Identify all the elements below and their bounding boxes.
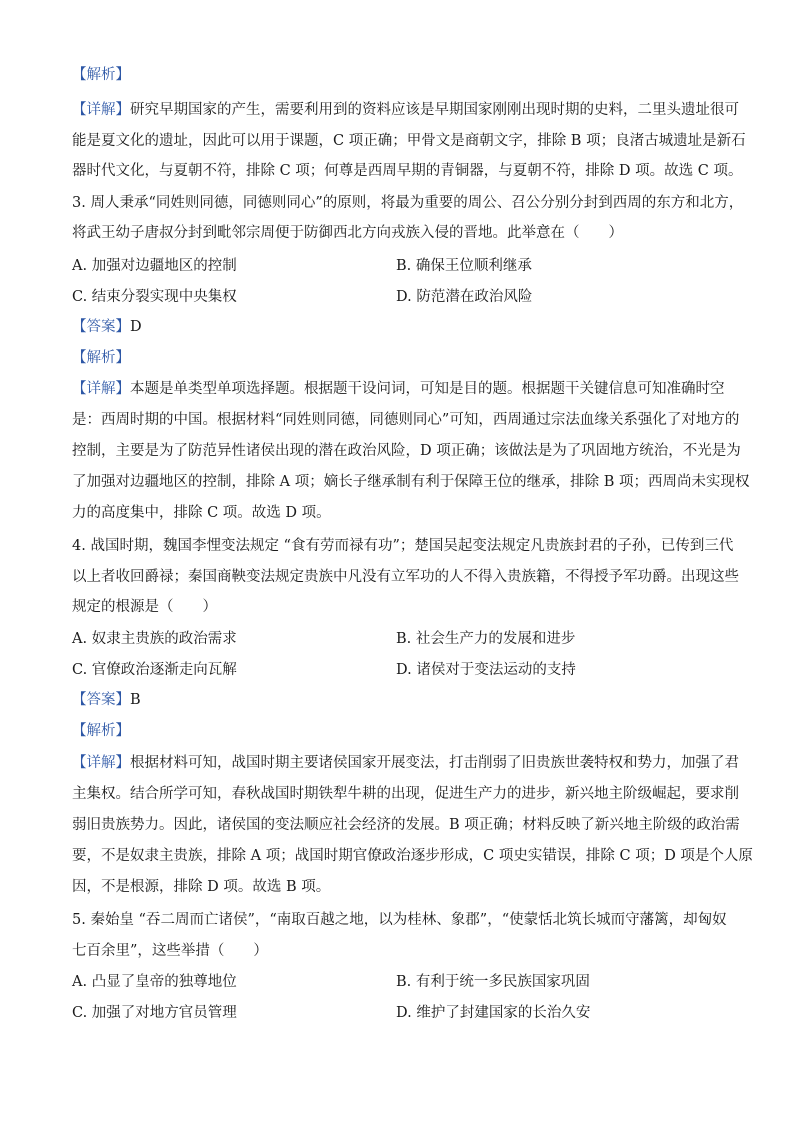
analysis-heading: 【解析】 [72,723,130,739]
option-c: C. 官僚政治逐渐走向瓦解 [72,662,237,678]
detail-line: 能是夏文化的遗址，因此可以用于课题，C 项正确；甲骨文是商朝文字，排除 B 项；良渚古城遗址是新石 [72,133,746,149]
option-a: A. 奴隶主贵族的政治需求 [72,631,237,647]
question-4-stem: 以上者收回爵禄；秦国商鞅变法规定贵族中凡没有立军功的人不得入贵族籍，不得授予军功爵。出现这些 [72,569,739,585]
option-c: C. 加强了对地方官员管理 [72,1005,237,1021]
detail-label: 【详解】 [72,381,130,397]
answer-label: 【答案】 [72,692,130,708]
detail-line: 要，不是奴隶主贵族，排除 A 项；战国时期官僚政治逐步形成，C 项史实错误，排除 C 项；D 项是个人原 [72,848,753,864]
question-4-stem: 规定的根源是（ ） [72,599,217,615]
analysis-heading: 【解析】 [72,350,130,366]
option-d: D. 诸侯对于变法运动的支持 [396,662,576,678]
detail-line: 控制，主要是为了防范异性诸侯出现的潜在政治风险，D 项正确；该做法是为了巩固地方统治，不光是为 [72,443,741,459]
analysis-heading: 【解析】 [72,67,130,83]
detail-line: 主集权。结合所学可知，春秋战国时期铁犁牛耕的出现，促进生产力的进步，新兴地主阶级崛起，要求削 [72,786,739,802]
question-4-stem: 4. 战国时期，魏国李悝变法规定 “食有劳而禄有功”；楚国吴起变法规定凡贵族封君的子孙，已传到三代 [72,538,734,554]
detail-line: 【详解】本题是单类型单项选择题。根据题干设问词，可知是目的题。根据题干关键信息可知准确时空 [72,381,725,397]
option-d: D. 防范潜在政治风险 [396,289,533,305]
option-b: B. 社会生产力的发展和进步 [396,631,576,647]
detail-line: 了加强对边疆地区的控制，排除 A 项；嫡长子继承制有利于保障王位的继承，排除 B 项；西周尚未实现权 [72,474,750,490]
detail-line: 【详解】研究早期国家的产生，需要利用到的资料应该是早期国家刚刚出现时期的史料，二里头遗址很可 [72,102,739,118]
answer-value: B [130,692,141,708]
detail-line: 器时代文化，与夏朝不符，排除 C 项；何尊是西周早期的青铜器，与夏朝不符，排除 D 项。故选 C 项。 [72,163,743,179]
question-5-stem: 5. 秦始皇 “吞二周而亡诸侯”，“南取百越之地，以为桂林、象郡”，“使蒙恬北筑长城而守藩篱，却匈奴 [72,912,727,928]
option-a: A. 凸显了皇帝的独尊地位 [72,974,237,990]
question-3-stem: 将武王幼子唐叔分封到毗邻宗周便于防御西北方向戎族入侵的晋地。此举意在（ ） [72,225,623,241]
detail-line: 是：西周时期的中国。根据材料“同姓则同德，同德则同心”可知，西周通过宗法血缘关系强化了对地方的 [72,412,740,428]
detail-line: 力的高度集中，排除 C 项。故选 D 项。 [72,505,331,521]
answer-line [72,690,141,710]
answer-label: 【答案】 [72,319,130,335]
question-5-stem: 七百余里”，这些举措（ ） [72,943,268,959]
option-a: A. 加强对边疆地区的控制 [72,258,237,274]
detail-line: 【详解】根据材料可知，战国时期主要诸侯国家开展变法，打击削弱了旧贵族世袭特权和势力，加强了君 [72,755,739,771]
detail-line: 因，不是根源，排除 D 项。故选 B 项。 [72,879,331,895]
detail-label: 【详解】 [72,102,130,118]
question-3-stem: 3. 周人秉承“同姓则同德，同德则同心”的原则，将最为重要的周公、召公分别分封到西周的东方和北方， [72,195,744,211]
option-d: D. 维护了封建国家的长治久安 [396,1005,591,1021]
option-b: B. 有利于统一多民族国家巩固 [396,974,590,990]
option-c: C. 结束分裂实现中央集权 [72,289,237,305]
option-b: B. 确保王位顺利继承 [396,258,532,274]
detail-label: 【详解】 [72,755,130,771]
detail-line: 弱旧贵族势力。因此，诸侯国的变法顺应社会经济的发展。B 项正确；材料反映了新兴地主阶级的政治需 [72,817,740,833]
answer-value: D [130,319,142,335]
answer-line [72,317,142,337]
